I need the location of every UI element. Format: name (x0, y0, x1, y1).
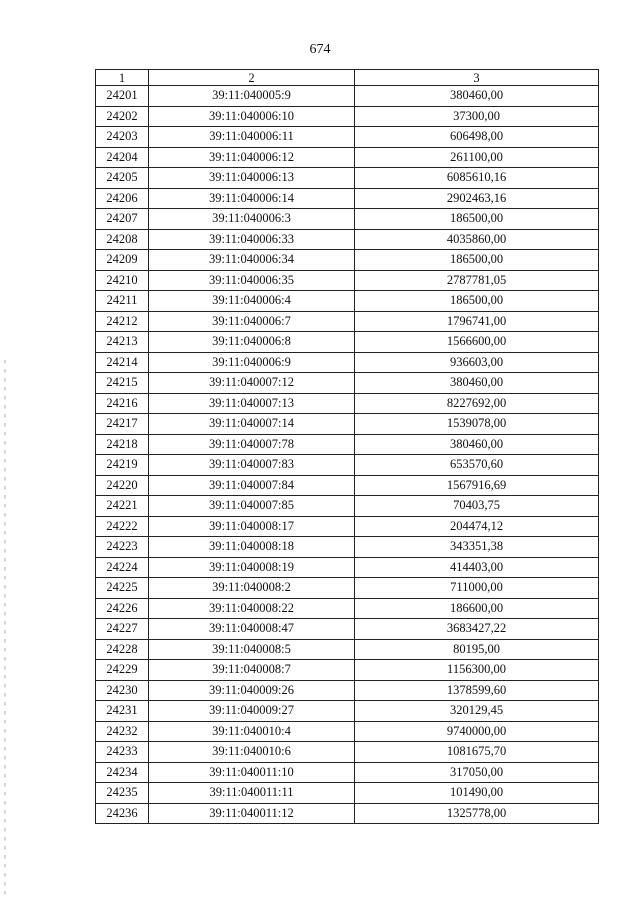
table-row (96, 229, 599, 250)
row-number: 24205 (96, 168, 149, 189)
table-row (96, 352, 599, 373)
cadastral-value: 6085610,16 (355, 168, 599, 189)
table-row (96, 270, 599, 291)
cadastral-number: 39:11:040006:34 (149, 250, 355, 271)
cadastral-value: 70403,75 (355, 496, 599, 517)
row-number: 24218 (96, 434, 149, 455)
cadastral-number: 39:11:040008:22 (149, 598, 355, 619)
row-number: 24224 (96, 557, 149, 578)
row-number: 24216 (96, 393, 149, 414)
cadastral-number: 39:11:040006:14 (149, 188, 355, 209)
table-row (96, 455, 599, 476)
table-row (96, 147, 599, 168)
row-number: 24208 (96, 229, 149, 250)
cadastral-value: 1378599,60 (355, 680, 599, 701)
cadastral-number: 39:11:040006:3 (149, 209, 355, 230)
table-row (96, 475, 599, 496)
table-row (96, 721, 599, 742)
cadastral-value: 1325778,00 (355, 803, 599, 824)
cadastral-number: 39:11:040005:9 (149, 86, 355, 107)
row-number: 24225 (96, 578, 149, 599)
cadastral-value: 8227692,00 (355, 393, 599, 414)
cadastral-value: 2902463,16 (355, 188, 599, 209)
row-number: 24207 (96, 209, 149, 230)
cadastral-value: 414403,00 (355, 557, 599, 578)
table-row (96, 106, 599, 127)
cadastral-number: 39:11:040010:4 (149, 721, 355, 742)
cadastral-number: 39:11:040007:83 (149, 455, 355, 476)
cadastral-value: 343351,38 (355, 537, 599, 558)
row-number: 24213 (96, 332, 149, 353)
cadastral-number: 39:11:040008:2 (149, 578, 355, 599)
cadastral-value: 4035860,00 (355, 229, 599, 250)
row-number: 24204 (96, 147, 149, 168)
row-number: 24230 (96, 680, 149, 701)
cadastral-number: 39:11:040008:47 (149, 619, 355, 640)
cadastral-value: 653570,60 (355, 455, 599, 476)
row-number: 24232 (96, 721, 149, 742)
table-row (96, 168, 599, 189)
cadastral-value: 37300,00 (355, 106, 599, 127)
table-row (96, 639, 599, 660)
cadastral-number: 39:11:040008:7 (149, 660, 355, 681)
row-number: 24231 (96, 701, 149, 722)
cadastral-value: 101490,00 (355, 783, 599, 804)
cadastral-number: 39:11:040011:12 (149, 803, 355, 824)
table-row (96, 660, 599, 681)
cadastral-number: 39:11:040009:27 (149, 701, 355, 722)
cadastral-number: 39:11:040006:33 (149, 229, 355, 250)
cadastral-number: 39:11:040007:14 (149, 414, 355, 435)
row-number: 24223 (96, 537, 149, 558)
cadastral-value: 186500,00 (355, 209, 599, 230)
table-row (96, 393, 599, 414)
cadastral-value: 380460,00 (355, 86, 599, 107)
table-row (96, 373, 599, 394)
cadastral-number: 39:11:040006:13 (149, 168, 355, 189)
cadastral-value: 606498,00 (355, 127, 599, 148)
cadastral-value: 380460,00 (355, 373, 599, 394)
row-number: 24211 (96, 291, 149, 312)
table-row (96, 701, 599, 722)
cadastral-number: 39:11:040007:85 (149, 496, 355, 517)
row-number: 24209 (96, 250, 149, 271)
header-col-1: 1 (96, 70, 149, 86)
table-row (96, 783, 599, 804)
cadastral-number: 39:11:040010:6 (149, 742, 355, 763)
cadastral-value: 1156300,00 (355, 660, 599, 681)
cadastral-value: 2787781,05 (355, 270, 599, 291)
cadastral-number: 39:11:040006:8 (149, 332, 355, 353)
table-row (96, 127, 599, 148)
table-row (96, 188, 599, 209)
table-row (96, 496, 599, 517)
cadastral-number: 39:11:040007:78 (149, 434, 355, 455)
row-number: 24215 (96, 373, 149, 394)
cadastral-value: 3683427,22 (355, 619, 599, 640)
cadastral-value: 1081675,70 (355, 742, 599, 763)
table-row (96, 803, 599, 824)
row-number: 24220 (96, 475, 149, 496)
row-number: 24222 (96, 516, 149, 537)
cadastral-number: 39:11:040008:19 (149, 557, 355, 578)
cadastral-number: 39:11:040006:35 (149, 270, 355, 291)
table-row (96, 311, 599, 332)
table-row (96, 742, 599, 763)
cadastral-value: 80195,00 (355, 639, 599, 660)
cadastral-value: 1539078,00 (355, 414, 599, 435)
cadastral-value: 1796741,00 (355, 311, 599, 332)
row-number: 24212 (96, 311, 149, 332)
cadastral-value: 186500,00 (355, 291, 599, 312)
table-row (96, 516, 599, 537)
cadastral-number: 39:11:040007:13 (149, 393, 355, 414)
cadastral-value: 320129,45 (355, 701, 599, 722)
row-number: 24214 (96, 352, 149, 373)
cadastral-number: 39:11:040006:4 (149, 291, 355, 312)
cadastral-number: 39:11:040008:17 (149, 516, 355, 537)
cadastral-number: 39:11:040008:18 (149, 537, 355, 558)
cadastral-value: 711000,00 (355, 578, 599, 599)
table-row (96, 414, 599, 435)
table-row (96, 619, 599, 640)
cadastral-value: 9740000,00 (355, 721, 599, 742)
cadastral-value: 317050,00 (355, 762, 599, 783)
table-body (96, 86, 599, 824)
row-number: 24201 (96, 86, 149, 107)
cadastral-number: 39:11:040006:9 (149, 352, 355, 373)
cadastral-number: 39:11:040006:7 (149, 311, 355, 332)
cadastral-number: 39:11:040007:12 (149, 373, 355, 394)
row-number: 24217 (96, 414, 149, 435)
page-number: 674 (309, 42, 331, 57)
cadastral-number: 39:11:040007:84 (149, 475, 355, 496)
header-col-3: 3 (355, 70, 599, 86)
cadastral-value: 936603,00 (355, 352, 599, 373)
row-number: 24234 (96, 762, 149, 783)
header-col-2: 2 (149, 70, 355, 86)
row-number: 24210 (96, 270, 149, 291)
row-number: 24229 (96, 660, 149, 681)
header-row (96, 70, 599, 86)
row-number: 24226 (96, 598, 149, 619)
cadastral-number: 39:11:040006:11 (149, 127, 355, 148)
cadastral-number: 39:11:040008:5 (149, 639, 355, 660)
cadastral-value: 204474,12 (355, 516, 599, 537)
row-number: 24233 (96, 742, 149, 763)
scan-margin-artifact (4, 360, 6, 900)
row-number: 24203 (96, 127, 149, 148)
cadastral-number: 39:11:040009:26 (149, 680, 355, 701)
cadastral-number: 39:11:040011:10 (149, 762, 355, 783)
cadastral-value-table (95, 69, 599, 824)
cadastral-value: 380460,00 (355, 434, 599, 455)
row-number: 24219 (96, 455, 149, 476)
row-number: 24235 (96, 783, 149, 804)
row-number: 24206 (96, 188, 149, 209)
table-row (96, 557, 599, 578)
row-number: 24227 (96, 619, 149, 640)
cadastral-number: 39:11:040011:11 (149, 783, 355, 804)
table-row (96, 86, 599, 107)
cadastral-value: 1566600,00 (355, 332, 599, 353)
table-header (96, 70, 599, 86)
row-number: 24228 (96, 639, 149, 660)
table-row (96, 537, 599, 558)
table-row (96, 209, 599, 230)
cadastral-value: 186600,00 (355, 598, 599, 619)
table-row (96, 332, 599, 353)
table-row (96, 434, 599, 455)
row-number: 24202 (96, 106, 149, 127)
table-row (96, 598, 599, 619)
cadastral-value: 261100,00 (355, 147, 599, 168)
cadastral-number: 39:11:040006:12 (149, 147, 355, 168)
cadastral-number: 39:11:040006:10 (149, 106, 355, 127)
row-number: 24236 (96, 803, 149, 824)
table-row (96, 762, 599, 783)
table-row (96, 578, 599, 599)
cadastral-value: 186500,00 (355, 250, 599, 271)
cadastral-value: 1567916,69 (355, 475, 599, 496)
row-number: 24221 (96, 496, 149, 517)
table-row (96, 291, 599, 312)
table-row (96, 250, 599, 271)
table-row (96, 680, 599, 701)
